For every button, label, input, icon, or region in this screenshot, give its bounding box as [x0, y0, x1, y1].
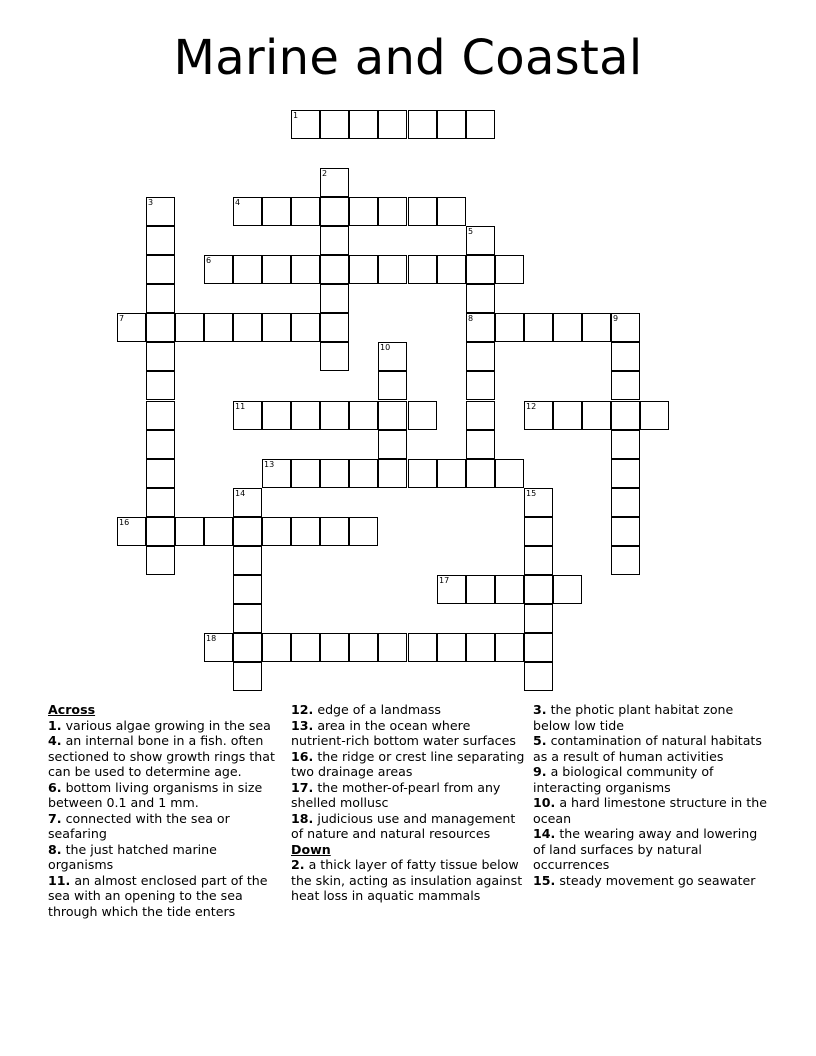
grid-cell[interactable]: [233, 604, 262, 633]
grid-cell[interactable]: [349, 401, 378, 430]
clue-text: a hard limestone structure in the ocean: [533, 795, 767, 826]
clue-12-across: [291, 702, 529, 718]
clue-text: a biological community of interacting organisms: [533, 764, 714, 795]
clue-text: the ridge or crest line separating two drainage areas: [291, 748, 525, 779]
grid-cell[interactable]: [611, 313, 640, 342]
grid-cell[interactable]: [146, 430, 175, 459]
grid-cell[interactable]: [466, 284, 495, 313]
grid-cell[interactable]: [437, 110, 466, 139]
grid-cell[interactable]: [524, 546, 553, 575]
grid-cell[interactable]: [320, 401, 349, 430]
grid-cell[interactable]: [233, 255, 262, 284]
grid-cell[interactable]: [524, 604, 553, 633]
clue-label: 8.: [48, 841, 62, 857]
grid-cell[interactable]: [466, 226, 495, 255]
grid-cell[interactable]: [291, 401, 320, 430]
grid-cell[interactable]: [378, 110, 407, 139]
clue-number: 9: [613, 314, 619, 323]
grid-cell[interactable]: [262, 313, 291, 342]
grid-cell[interactable]: [466, 575, 495, 604]
grid-cell[interactable]: [320, 342, 349, 371]
clue-6-across: [48, 780, 286, 811]
grid-cell[interactable]: [262, 197, 291, 226]
grid-cell[interactable]: [320, 197, 349, 226]
grid-cell[interactable]: [466, 459, 495, 488]
clue-11-across: [48, 873, 286, 920]
grid-cell[interactable]: [495, 255, 524, 284]
grid-cell[interactable]: [553, 401, 582, 430]
grid-cell[interactable]: [349, 110, 378, 139]
grid-cell[interactable]: [466, 342, 495, 371]
grid-cell[interactable]: [640, 401, 669, 430]
grid-cell[interactable]: [582, 401, 611, 430]
grid-cell[interactable]: [466, 633, 495, 662]
clue-text: the photic plant habitat zone below low tide: [533, 702, 734, 733]
grid-cell[interactable]: [524, 633, 553, 662]
grid-cell[interactable]: [378, 342, 407, 371]
clue-label: 11.: [48, 872, 71, 888]
clue-label: 4.: [48, 733, 62, 748]
grid-cell[interactable]: [437, 633, 466, 662]
grid-cell[interactable]: [378, 371, 407, 400]
grid-cell[interactable]: [495, 575, 524, 604]
clue-number: 8: [468, 314, 474, 323]
clue-number: 3: [148, 198, 154, 207]
grid-cell[interactable]: [378, 255, 407, 284]
grid-cell[interactable]: [204, 517, 233, 546]
grid-cell[interactable]: [320, 168, 349, 197]
clue-column-3: [533, 702, 773, 888]
grid-cell[interactable]: [146, 401, 175, 430]
grid-cell[interactable]: [146, 313, 175, 342]
grid-cell[interactable]: [466, 110, 495, 139]
clue-13-across: [291, 718, 529, 749]
grid-cell[interactable]: [262, 633, 291, 662]
grid-cell[interactable]: [466, 255, 495, 284]
clue-label: 2.: [291, 857, 305, 872]
grid-cell[interactable]: [524, 401, 553, 430]
grid-cell[interactable]: [611, 342, 640, 371]
down-header: Down: [291, 841, 331, 857]
grid-cell[interactable]: [291, 517, 320, 546]
grid-cell[interactable]: [233, 575, 262, 604]
grid-cell[interactable]: [408, 401, 437, 430]
clue-label: 9.: [533, 764, 547, 779]
clue-number: 16: [119, 518, 130, 527]
grid-cell[interactable]: [408, 110, 437, 139]
clue-label: 18.: [291, 810, 314, 826]
grid-cell[interactable]: [349, 197, 378, 226]
clue-label: 17.: [291, 779, 314, 795]
grid-cell[interactable]: [291, 633, 320, 662]
grid-cell[interactable]: [378, 633, 407, 662]
clue-label: 3.: [533, 702, 547, 717]
grid-cell[interactable]: [437, 197, 466, 226]
clue-7-across: [48, 811, 286, 842]
clue-3-down: [533, 702, 773, 733]
grid-cell[interactable]: [320, 459, 349, 488]
grid-cell[interactable]: [611, 371, 640, 400]
grid-cell[interactable]: [437, 459, 466, 488]
grid-cell[interactable]: [233, 197, 262, 226]
clue-label: 13.: [291, 717, 314, 733]
grid-cell[interactable]: [291, 110, 320, 139]
grid-cell[interactable]: [117, 517, 146, 546]
clue-5-down: [533, 733, 773, 764]
clue-17-across: [291, 780, 529, 811]
grid-cell[interactable]: [611, 430, 640, 459]
clue-text: a thick layer of fatty tissue below the skin, acting as insulation against heat loss in aquatic mammals: [291, 857, 523, 903]
grid-cell[interactable]: [408, 255, 437, 284]
clue-text: steady movement go seawater: [555, 872, 756, 888]
grid-cell[interactable]: [262, 459, 291, 488]
clue-number: 4: [235, 198, 241, 207]
clue-9-down: [533, 764, 773, 795]
grid-cell[interactable]: [524, 575, 553, 604]
clue-column-1: [48, 702, 286, 919]
grid-cell[interactable]: [349, 517, 378, 546]
grid-cell[interactable]: [378, 197, 407, 226]
grid-cell[interactable]: [146, 459, 175, 488]
grid-cell[interactable]: [320, 313, 349, 342]
grid-cell[interactable]: [233, 488, 262, 517]
grid-cell[interactable]: [233, 517, 262, 546]
grid-cell[interactable]: [320, 226, 349, 255]
grid-cell[interactable]: [146, 284, 175, 313]
grid-cell[interactable]: [204, 633, 233, 662]
grid-cell[interactable]: [117, 313, 146, 342]
grid-cell[interactable]: [291, 313, 320, 342]
clue-text: an almost enclosed part of the sea with an opening to the sea through which the tide enters: [48, 872, 268, 919]
grid-cell[interactable]: [320, 110, 349, 139]
grid-cell[interactable]: [408, 459, 437, 488]
grid-cell[interactable]: [262, 401, 291, 430]
clue-15-down: [533, 873, 773, 889]
grid-cell[interactable]: [175, 313, 204, 342]
grid-cell[interactable]: [611, 401, 640, 430]
grid-cell[interactable]: [524, 517, 553, 546]
grid-cell[interactable]: [495, 313, 524, 342]
clue-text: edge of a landmass: [313, 702, 441, 717]
clue-8-across: [48, 842, 286, 873]
grid-cell[interactable]: [611, 546, 640, 575]
grid-cell[interactable]: [582, 313, 611, 342]
clue-number: 13: [264, 460, 275, 469]
clue-number: 12: [526, 402, 537, 411]
grid-cell[interactable]: [553, 575, 582, 604]
clue-number: 10: [380, 343, 391, 352]
grid-cell[interactable]: [378, 459, 407, 488]
clue-label: 5.: [533, 733, 547, 748]
clue-number: 6: [206, 256, 212, 265]
grid-cell[interactable]: [524, 488, 553, 517]
grid-cell[interactable]: [291, 255, 320, 284]
grid-cell[interactable]: [349, 255, 378, 284]
clue-label: 7.: [48, 810, 62, 826]
grid-cell[interactable]: [233, 546, 262, 575]
grid-cell[interactable]: [437, 575, 466, 604]
grid-cell[interactable]: [408, 633, 437, 662]
grid-cell[interactable]: [611, 517, 640, 546]
clue-text: the wearing away and lowering of land surfaces by natural occurrences: [533, 826, 758, 872]
clue-text: various algae growing in the sea: [61, 717, 271, 733]
clue-number: 1: [293, 111, 299, 120]
clue-14-down: [533, 826, 773, 873]
clue-label: 6.: [48, 779, 62, 795]
grid-cell[interactable]: [204, 313, 233, 342]
grid-cell[interactable]: [466, 371, 495, 400]
grid-cell[interactable]: [320, 284, 349, 313]
clue-column-2: [291, 702, 529, 904]
grid-cell[interactable]: [146, 197, 175, 226]
clue-text: the mother-of-pearl from any shelled mollusc: [291, 779, 501, 810]
grid-cell[interactable]: [466, 401, 495, 430]
clue-16-across: [291, 749, 529, 780]
clue-1-across: [48, 718, 286, 734]
grid-cell[interactable]: [291, 459, 320, 488]
across-header: Across: [48, 702, 96, 717]
grid-cell[interactable]: [495, 633, 524, 662]
clue-text: connected with the sea or seafaring: [48, 810, 230, 841]
clue-label: 15.: [533, 872, 556, 888]
clue-number: 2: [322, 169, 328, 178]
clue-10-down: [533, 795, 773, 826]
grid-cell[interactable]: [466, 313, 495, 342]
clue-number: 18: [206, 634, 217, 643]
grid-cell[interactable]: [175, 517, 204, 546]
grid-cell[interactable]: [611, 488, 640, 517]
clue-text: area in the ocean where nutrient-rich bottom water surfaces: [291, 717, 516, 748]
grid-cell[interactable]: [378, 430, 407, 459]
grid-cell[interactable]: [146, 488, 175, 517]
grid-cell[interactable]: [349, 633, 378, 662]
grid-cell[interactable]: [204, 255, 233, 284]
grid-cell[interactable]: [408, 197, 437, 226]
grid-cell[interactable]: [553, 313, 582, 342]
grid-cell[interactable]: [291, 197, 320, 226]
grid-cell[interactable]: [466, 430, 495, 459]
grid-cell[interactable]: [233, 313, 262, 342]
grid-cell[interactable]: [262, 255, 291, 284]
clue-label: 14.: [533, 826, 556, 841]
clue-text: judicious use and management of nature and natural resources: [291, 810, 516, 841]
clue-label: 1.: [48, 717, 62, 733]
grid-cell[interactable]: [320, 517, 349, 546]
grid-cell[interactable]: [146, 546, 175, 575]
clue-text: contamination of natural habitats as a result of human activities: [533, 733, 762, 764]
grid-cell[interactable]: [320, 633, 349, 662]
grid-cell[interactable]: [495, 459, 524, 488]
clue-number: 5: [468, 227, 474, 236]
grid-cell[interactable]: [262, 517, 291, 546]
grid-cell[interactable]: [611, 459, 640, 488]
grid-cell[interactable]: [320, 255, 349, 284]
clue-number: 15: [526, 489, 537, 498]
grid-cell[interactable]: [146, 371, 175, 400]
grid-cell[interactable]: [378, 401, 407, 430]
clue-4-across: [48, 733, 286, 780]
grid-cell[interactable]: [524, 662, 553, 691]
puzzle-title: Marine and Coastal: [173, 30, 643, 86]
grid-cell[interactable]: [349, 459, 378, 488]
grid-cell[interactable]: [437, 255, 466, 284]
clue-label: 16.: [291, 748, 314, 764]
clue-text: bottom living organisms in size between 0.1 and 1 mm.: [48, 779, 263, 810]
grid-cell[interactable]: [233, 662, 262, 691]
clue-18-across: [291, 811, 529, 842]
grid-cell[interactable]: [146, 517, 175, 546]
clue-label: 12.: [291, 702, 314, 717]
clue-label: 10.: [533, 795, 556, 810]
grid-cell[interactable]: [146, 226, 175, 255]
grid-cell[interactable]: [146, 342, 175, 371]
clue-number: 17: [439, 576, 450, 585]
clue-number: 7: [119, 314, 125, 323]
clue-text: the just hatched marine organisms: [48, 841, 217, 872]
grid-cell[interactable]: [233, 401, 262, 430]
grid-cell[interactable]: [233, 633, 262, 662]
grid-cell[interactable]: [146, 255, 175, 284]
clue-2-down: [291, 857, 529, 904]
clue-number: 14: [235, 489, 246, 498]
clue-text: an internal bone in a fish. often sectioned to show growth rings that can be used to determine age.: [48, 733, 275, 779]
clue-number: 11: [235, 402, 246, 411]
grid-cell[interactable]: [524, 313, 553, 342]
